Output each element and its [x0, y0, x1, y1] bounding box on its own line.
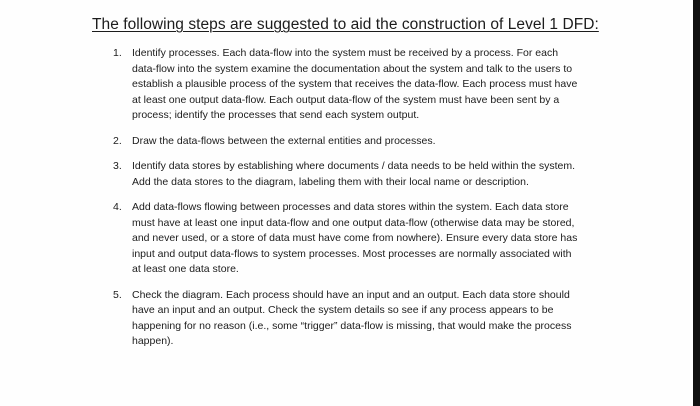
step-text-line: Add data-flows flowing between processes and data stores within the system. Each data store: [132, 201, 569, 213]
step-number: 2.: [113, 134, 122, 147]
step-text-line: happening for no reason (i.e., some “trigger” data-flow is missing, that would make the process: [132, 319, 572, 332]
step-text-line: Identify processes. Each data-flow into the system must be received by a process. For each: [132, 47, 559, 59]
step-text-line: input and output data-flows to system processes. Most processes are normally associated with: [132, 247, 572, 260]
step-item: [113, 200, 613, 278]
document-heading: The following steps are suggested to aid the construction of Level 1 DFD:: [92, 16, 599, 33]
step-text-line: and never used, or a store of data must have come from nowhere). Ensure every data store has: [132, 232, 578, 244]
step-text-line: at least one data store.: [132, 263, 239, 275]
step-text-line: data-flow into the system examine the documentation about the system and talk to the users to: [132, 62, 573, 75]
steps-list: [113, 46, 613, 350]
step-number: 4.: [113, 201, 122, 213]
step-number: 1.: [113, 47, 122, 59]
step-text-line: Add the data stores to the diagram, labeling them with their local name or description.: [132, 175, 529, 188]
step-text-line: happen).: [132, 335, 174, 347]
step-item: [113, 46, 613, 124]
step-text-line: must have at least one input data-flow and one output data-flow (otherwise data may be stored,: [132, 216, 575, 229]
step-text-line: at least one output data-flow. Each output data-flow of the system must have been sent by a: [132, 93, 560, 106]
step-text-line: Identify data stores by establishing where documents / data needs to be held within the system.: [132, 160, 576, 172]
window-edge: [693, 0, 700, 406]
step-item: [113, 159, 613, 190]
step-text-line: process; identify the processes that send each system output.: [132, 109, 420, 121]
step-item: [113, 134, 613, 150]
step-number: 5.: [113, 288, 122, 301]
step-number: 3.: [113, 160, 122, 172]
step-text-line: Check the diagram. Each process should have an input and an output. Each data store should: [132, 288, 570, 301]
step-text-line: have an input and an output. Check the system details so see if any process appears to be: [132, 304, 554, 316]
step-item: [113, 288, 613, 350]
step-text-line: Draw the data-flows between the external entities and processes.: [132, 134, 436, 147]
step-text-line: establish a plausible process of the system that receives the data-flow. Each process must have: [132, 78, 578, 90]
